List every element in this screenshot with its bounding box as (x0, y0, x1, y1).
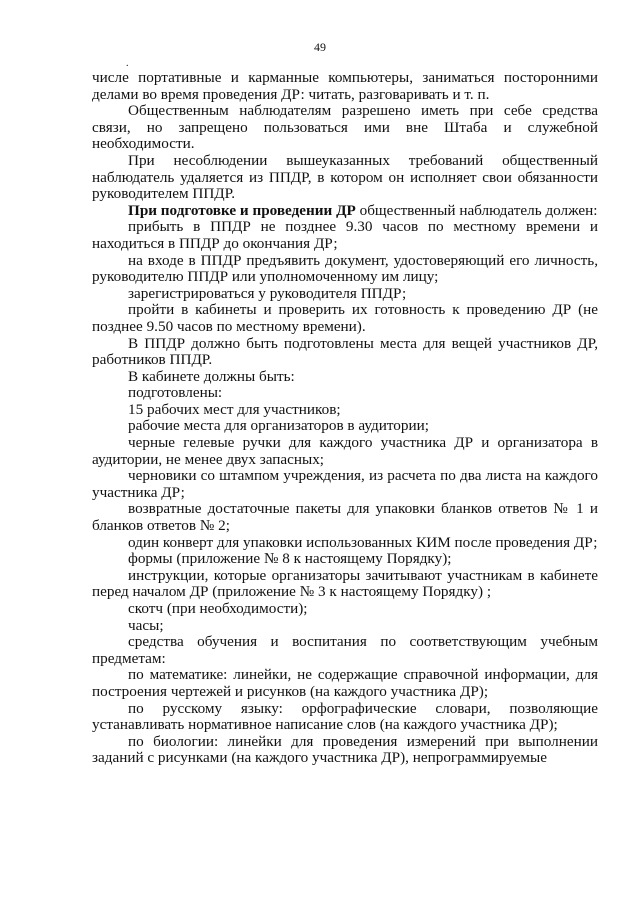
paragraph: В кабинете должны быть: (128, 367, 295, 385)
paragraph: один конверт для упаковки использованных КИМ после проведения ДР; (128, 533, 598, 551)
paragraph: средства обучения и воспитания по соответствующим учебным предметам: (92, 633, 598, 667)
paragraph: черные гелевые ручки для каждого участника ДР и организатора в аудитории, не менее двух запасных; (92, 434, 598, 468)
paragraph: возвратные достаточные пакеты для упаковки бланков ответов № 1 и бланков ответов № 2; (92, 500, 598, 535)
body-text (92, 70, 598, 767)
paragraph: зарегистрироваться у руководителя ППДР; (128, 284, 407, 302)
stray-dot: . (126, 58, 129, 69)
paragraph: по математике: линейки, не содержащие справочной информации, для построения чертежей и рисунков (на каждого участника ДР); (92, 666, 598, 700)
paragraph: по русскому языку: орфографические словари, позволяющие устанавливать нормативное написание слов (на каждого участника ДР); (92, 699, 598, 734)
paragraph-rest: общественный наблюдатель должен: (355, 201, 598, 219)
paragraph: числе портативные и карманные компьютеры, заниматься посторонними делами во время проведения ДР: читать, разговаривать и т. п. (92, 69, 598, 103)
paragraph: черновики со штампом учреждения, из расчета по два листа на каждого участника ДР; (92, 467, 598, 501)
paragraph: 15 рабочих мест для участников; (128, 400, 341, 418)
paragraph: подготовлены: (128, 384, 223, 402)
page-number: 49 (314, 40, 326, 54)
paragraph: прибыть в ППДР не позднее 9.30 часов по местному времени и находиться в ППДР до окончания ДР; (92, 218, 598, 252)
paragraph: пройти в кабинеты и проверить их готовность к проведению ДР (не позднее 9.50 часов по местному времени). (92, 301, 598, 335)
paragraph: часы; (128, 616, 164, 634)
paragraph-lead: При подготовке и проведении ДР (128, 201, 356, 219)
paragraph: инструкции, которые организаторы зачитывают участникам в кабинете перед началом ДР (приложение № 3 к настоящему Порядку) ; (92, 566, 598, 601)
paragraph: При несоблюдении вышеуказанных требований общественный наблюдатель удаляется из ППДР, в котором он исполняет свои обязанности руководителем ППДР. (92, 151, 598, 203)
paragraph: по биологии: линейки для проведения измерений при выполнении заданий с рисунками (на каждого участника ДР), непрограммируемые (92, 732, 598, 767)
paragraph: формы (приложение № 8 к настоящему Порядку); (128, 550, 452, 568)
paragraph (92, 203, 598, 220)
paragraph: скотч (при необходимости); (128, 600, 308, 617)
paragraph: на входе в ППДР предъявить документ, удостоверяющий его личность, руководителю ППДР или уполномоченному им лицу; (92, 251, 598, 286)
paragraph: В ППДР должно быть подготовлены места для вещей участников ДР, работников ППДР. (92, 334, 598, 369)
paragraph: рабочие места для организаторов в аудитории; (128, 417, 429, 435)
paragraph: Общественным наблюдателям разрешено иметь при себе средства связи, но запрещено пользоваться ими вне Штаба и служебной необходимости. (92, 102, 598, 153)
